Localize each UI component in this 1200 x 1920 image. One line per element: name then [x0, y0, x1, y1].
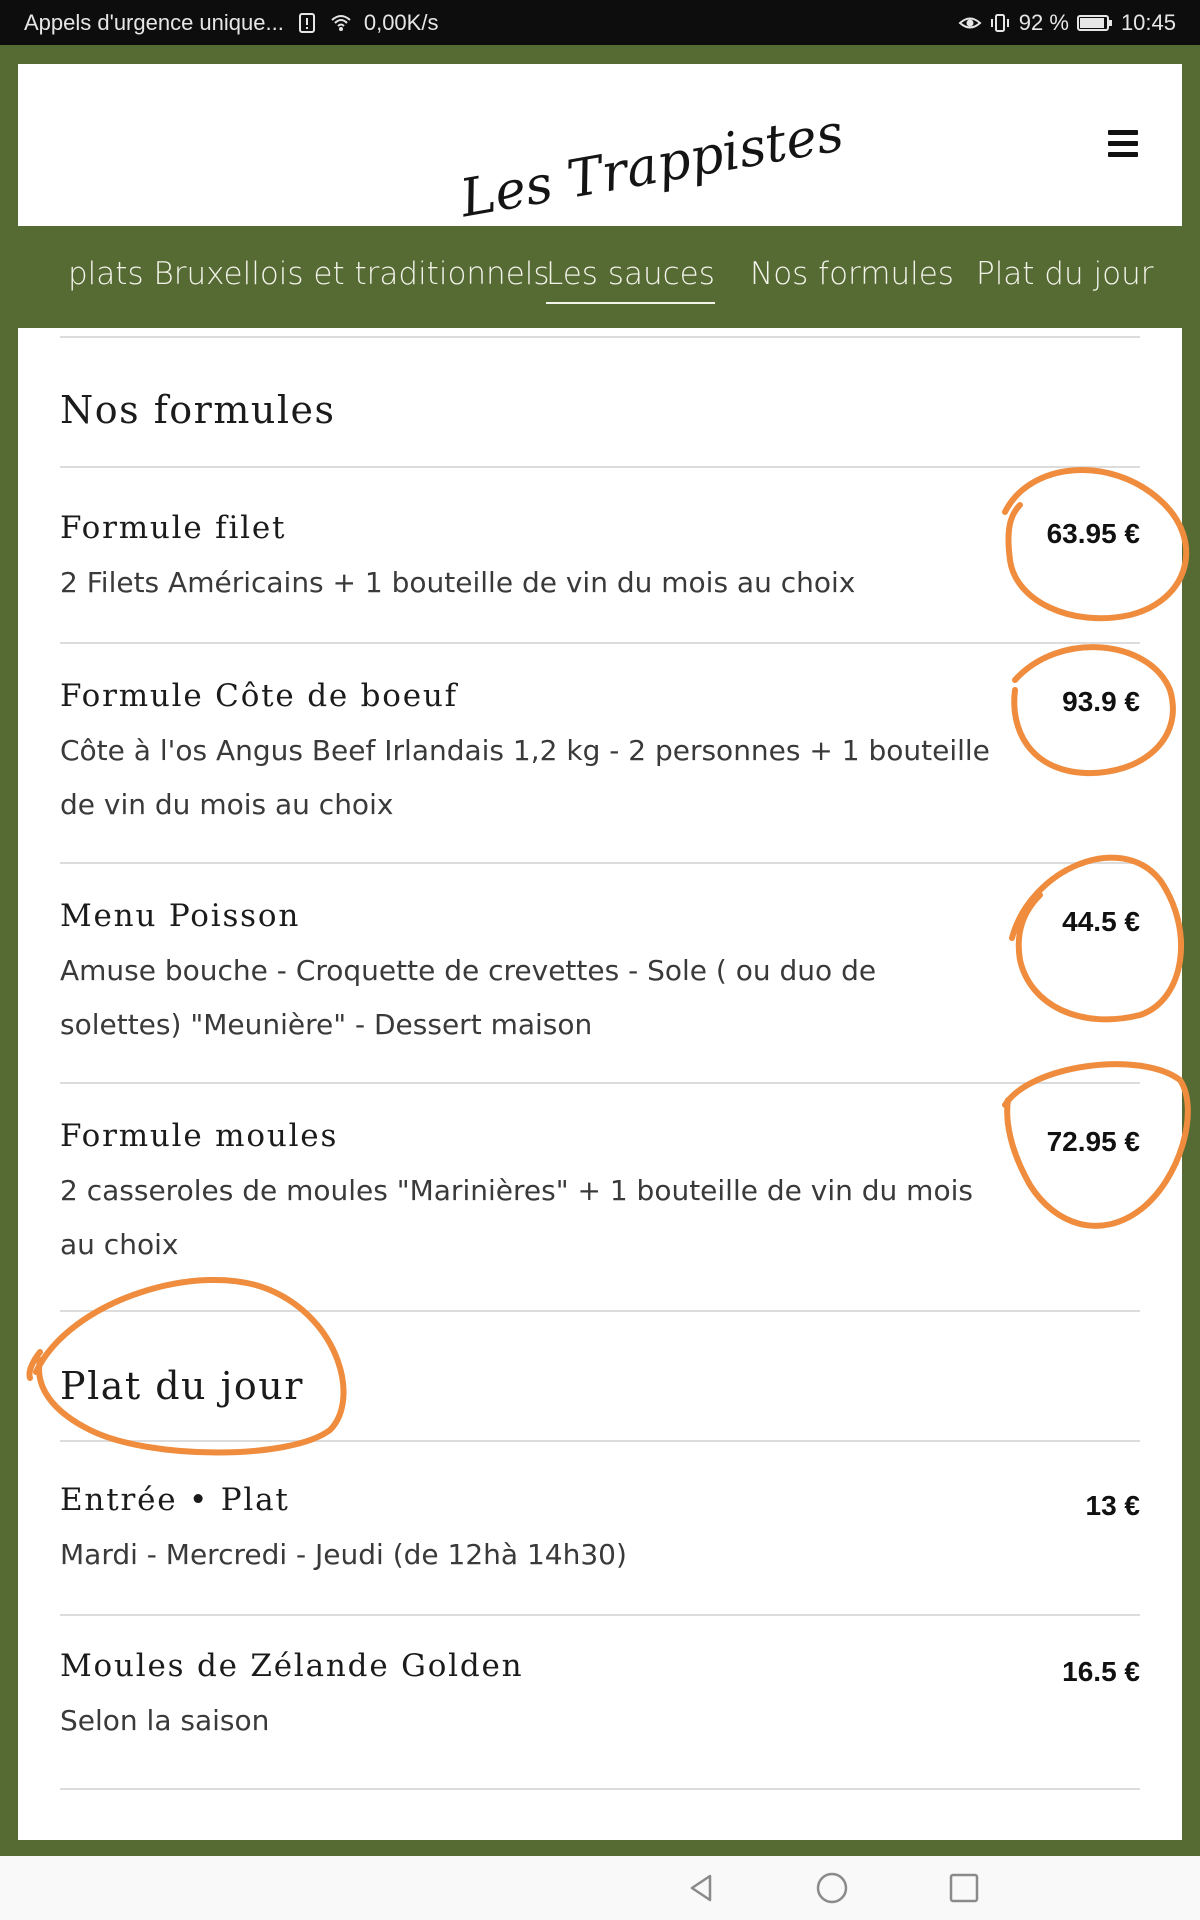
divider: [60, 642, 1140, 644]
item-description: Côte à l'os Angus Beef Irlandais 1,2 kg - 2 personnes + 1 bouteille de vin du mois au choix: [60, 734, 990, 821]
divider: [60, 862, 1140, 864]
network-speed: 0,00K/s: [363, 10, 439, 35]
item-price: 72.95 €: [1046, 1126, 1140, 1157]
item-description: 2 casseroles de moules "Marinières" + 1 bouteille de vin du mois au choix: [60, 1174, 973, 1261]
item-title: Menu Poisson: [60, 898, 301, 934]
recents-icon[interactable]: [944, 1868, 984, 1908]
divider: [60, 1440, 1140, 1442]
site-header: [18, 64, 1182, 230]
item-price: 63.95 €: [1046, 518, 1140, 549]
divider: [60, 1082, 1140, 1084]
battery-icon: [1077, 12, 1113, 34]
hamburger-menu-icon[interactable]: [1108, 130, 1142, 160]
item-price: 16.5 €: [1062, 1656, 1140, 1687]
wifi-icon: [330, 12, 352, 34]
item-title: Formule Côte de boeuf: [60, 678, 458, 714]
system-navigation-bar: [0, 1856, 1200, 1920]
item-description: 2 Filets Américains + 1 bouteille de vin du mois au choix: [60, 566, 856, 599]
section-title-plat-du-jour: Plat du jour: [60, 1364, 304, 1408]
notification-icon: [296, 12, 318, 34]
clock: 10:45: [1120, 10, 1176, 35]
svg-text:Les Trappistes: Les Trappistes: [456, 103, 848, 230]
divider: [60, 1788, 1140, 1790]
divider: [60, 466, 1140, 468]
category-nav: [0, 226, 1200, 328]
status-right: [959, 10, 1176, 36]
item-price: 13 €: [1085, 1490, 1140, 1521]
status-left: [24, 10, 438, 36]
nav-plats-bruxellois[interactable]: plats Bruxellois et traditionnels: [68, 256, 550, 292]
item-title: Formule moules: [60, 1118, 339, 1154]
item-description: Mardi - Mercredi - Jeudi (de 12hà 14h30): [60, 1538, 627, 1571]
site-logo[interactable]: [448, 103, 848, 230]
divider: [60, 336, 1140, 338]
home-icon[interactable]: [812, 1868, 852, 1908]
carrier-text: Appels d'urgence unique...: [24, 10, 284, 35]
divider: [60, 1310, 1140, 1312]
section-title-nos-formules: Nos formules: [60, 388, 336, 432]
item-price: 93.9 €: [1062, 686, 1140, 717]
item-title: Entrée • Plat: [60, 1482, 290, 1518]
status-bar: [0, 0, 1200, 45]
item-title: Moules de Zélande Golden: [60, 1648, 524, 1684]
nav-plat-du-jour[interactable]: Plat du jour: [976, 256, 1154, 292]
menu-content: [18, 328, 1182, 1840]
nav-nos-formules[interactable]: Nos formules: [750, 256, 954, 292]
item-price: 44.5 €: [1062, 906, 1140, 937]
item-description: Selon la saison: [60, 1704, 270, 1737]
divider: [60, 1614, 1140, 1616]
vibrate-icon: [989, 12, 1011, 34]
item-description: Amuse bouche - Croquette de crevettes - Sole ( ou duo de solettes) "Meunière" - Dessert maison: [60, 954, 877, 1041]
item-title: Formule filet: [60, 510, 287, 546]
eye-icon: [959, 12, 981, 34]
battery-percent: 92 %: [1018, 10, 1069, 35]
back-icon[interactable]: [682, 1868, 722, 1908]
nav-les-sauces[interactable]: Les sauces: [546, 256, 715, 304]
